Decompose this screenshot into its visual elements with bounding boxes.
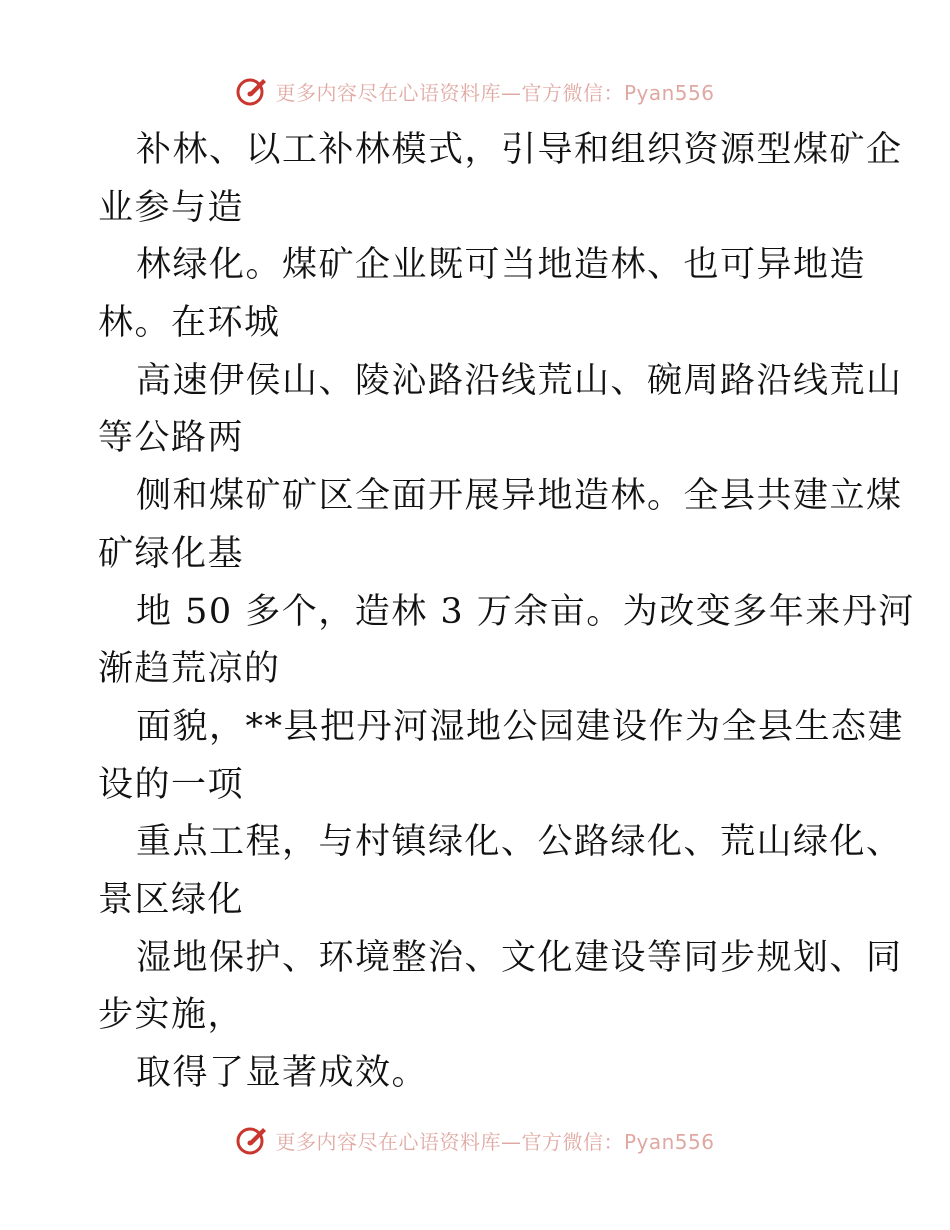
paragraph-line: 设的一项 [98,764,245,805]
paragraph-line: 景区绿化 [98,879,245,920]
pen-logo-icon [235,74,269,108]
paragraph-line: 林绿化。煤矿企业既可当地造林、也可异地造 [136,245,867,286]
paragraph-line: 高速伊侯山、陵沁路沿线荒山、碗周路沿线荒山 [136,360,903,401]
paragraph-line: 侧和煤矿矿区全面开展异地造林。全县共建立煤 [136,476,903,517]
paragraph-line: 等公路两 [98,418,245,459]
pen-logo-icon [235,1123,269,1157]
footer-banner-text: 更多内容尽在心语资料库—官方微信：Pyan556 [275,1129,715,1154]
footer-banner [0,1120,950,1160]
paragraph-line: 湿地保护、环境整治、文化建设等同步规划、同 [136,937,903,978]
header-banner [0,71,950,111]
document-body [98,122,915,1103]
paragraph-line: 林。在环城 [98,303,281,344]
paragraph-line: 矿绿化基 [98,533,245,574]
paragraph-line: 重点工程，与村镇绿化、公路绿化、荒山绿化、 [136,822,903,863]
paragraph-line: 取得了显著成效。 [136,1053,429,1093]
paragraph-line: 补林、以工补林模式，引导和组织资源型煤矿企 [136,130,903,170]
paragraph-line: 渐趋荒凉的 [98,649,281,690]
paragraph-line: 业参与造 [98,187,245,228]
paragraph-line: 地 50 多个，造林 3 万余亩。为改变多年来丹河 [136,591,915,632]
paragraph-line: 步实施， [98,995,245,1036]
header-banner-text: 更多内容尽在心语资料库—官方微信：Pyan556 [275,80,715,105]
paragraph-line: 面貌，**县把丹河湿地公园建设作为全县生态建 [136,706,905,747]
